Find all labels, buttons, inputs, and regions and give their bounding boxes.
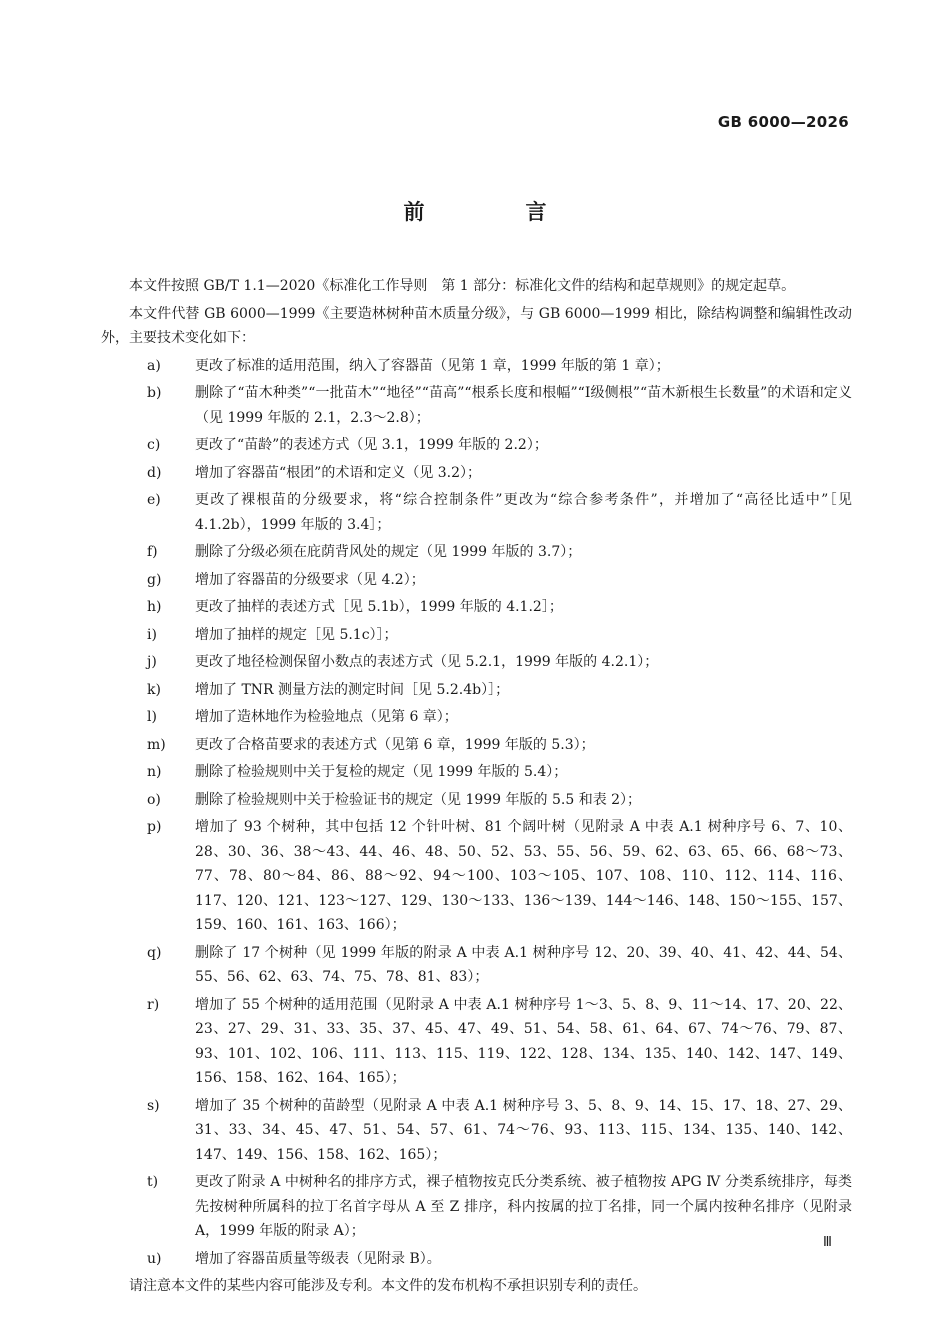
list-item-label: d)	[147, 464, 162, 481]
list-item-label: p)	[147, 819, 162, 835]
list-item	[101, 595, 852, 620]
list-item	[101, 815, 852, 938]
list-item	[101, 760, 852, 785]
list-item-label: j)	[147, 654, 157, 670]
list-item-text: 更改了抽样的表述方式［见 5.1b），1999 年版的 4.1.2］；	[195, 599, 563, 615]
patent-note: 请注意本文件的某些内容可能涉及专利。本文件的发布机构不承担识别专利的责任。	[129, 1278, 647, 1294]
standard-code: GB 6000—2026	[717, 113, 849, 131]
list-item-label: e)	[147, 492, 161, 508]
list-item-text: 删除了“苗木种类”“一批苗木”“地径”“苗高”“根系长度和根幅”“Ⅰ级侧根”“苗木新根生长数量”的术语和定义（见 1999 年版的 2.1，2.3～2.8）；	[195, 385, 852, 426]
list-item	[101, 733, 852, 758]
list-item-text: 增加了容器苗的分级要求（见 4.2）；	[195, 571, 425, 588]
list-item-label: f)	[147, 544, 158, 560]
list-item-label: g)	[147, 571, 162, 588]
list-item	[101, 941, 852, 990]
list-item-label: s)	[147, 1097, 160, 1114]
list-item-text: 更改了裸根苗的分级要求，将“综合控制条件”更改为“综合参考条件”，并增加了“高径比适中”［见 4.1.2b），1999 年版的 3.4］；	[195, 492, 852, 533]
list-item	[101, 788, 852, 813]
list-item-label: b)	[147, 385, 162, 401]
list-item	[101, 540, 852, 565]
list-item	[101, 461, 852, 486]
list-item-text: 更改了地径检测保留小数点的表述方式（见 5.2.1，1999 年版的 4.2.1）；	[195, 654, 659, 670]
list-item-text: 增加了抽样的规定［见 5.1c）］；	[195, 626, 398, 643]
change-list	[101, 354, 852, 1272]
list-item-text: 删除了检验规则中关于复检的规定（见 1999 年版的 5.4）；	[195, 764, 568, 780]
list-item	[101, 381, 852, 430]
list-item-label: l)	[147, 709, 157, 725]
list-item-label: c)	[147, 437, 161, 453]
list-item-label: i)	[147, 626, 157, 643]
list-item-label: o)	[147, 791, 161, 808]
intro-paragraph: 本文件按照 GB/T 1.1—2020《标准化工作导则 第 1 部分：标准化文件的结构和起草规则》的规定起草。	[129, 278, 796, 294]
list-item	[101, 1094, 852, 1168]
list-item	[101, 650, 852, 675]
list-item-label: m)	[147, 736, 166, 753]
list-item-text: 删除了检验规则中关于检验证书的规定（见 1999 年版的 5.5 和表 2）；	[195, 791, 642, 808]
list-item-text: 增加了 35 个树种的苗龄型（见附录 A 中表 A.1 树种序号 3、5、8、9、14、15、17、18、27、29、31、33、34、45、47、51、54、57、61、74～76、93、113、115、134、135、140、142、147、149、156、158、162、165）；	[195, 1097, 852, 1163]
page-number: Ⅲ	[823, 1235, 832, 1250]
page-title: 前 言	[403, 200, 587, 224]
list-item-text: 增加了 55 个树种的适用范围（见附录 A 中表 A.1 树种序号 1～3、5、8、9、11～14、17、20、22、23、27、29、31、33、35、37、45、47、49、51、54、58、61、64、67、74～76、79、87、93、101、102、106、111、113、115、119、122、128、134、135、140、142、147、149、156、158、162、164、165）；	[195, 996, 852, 1086]
list-item	[101, 488, 852, 537]
list-item	[101, 568, 852, 593]
list-item	[101, 354, 852, 379]
list-item-text: 更改了“苗龄”的表述方式（见 3.1，1999 年版的 2.2）；	[195, 437, 548, 453]
intro-paragraph: 本文件代替 GB 6000—1999《主要造林树种苗木质量分级》，与 GB 6000—1999 相比，除结构调整和编辑性改动外，主要技术变化如下：	[101, 305, 852, 346]
list-item-text: 更改了合格苗要求的表述方式（见第 6 章，1999 年版的 5.3）；	[195, 736, 595, 753]
list-item-label: a)	[147, 357, 161, 374]
list-item-label: q)	[147, 944, 162, 961]
list-item-text: 增加了造林地作为检验地点（见第 6 章）；	[195, 709, 458, 725]
list-item	[101, 678, 852, 703]
list-item-label: r)	[147, 996, 160, 1013]
list-item	[101, 623, 852, 648]
list-item-text: 删除了 17 个树种（见 1999 年版的附录 A 中表 A.1 树种序号 12、20、39、40、41、42、44、54、55、56、62、63、74、75、78、81、83）；	[195, 944, 852, 985]
list-item-text: 增加了 TNR 测量方法的测定时间［见 5.2.4b）］；	[195, 681, 510, 698]
list-item-label: t)	[147, 1174, 159, 1190]
list-item-text: 更改了附录 A 中树种名的排序方式，裸子植物按克氏分类系统、被子植物按 APG Ⅳ 分类系统排序，每类先按树种所属科的拉丁名首字母从 A 至 Z 排序，科内按属的拉丁名排，同一个属内按种名排序（见附录 A，1999 年版的附录 A）；	[195, 1174, 852, 1239]
list-item-label: n)	[147, 764, 162, 780]
list-item-label: h)	[147, 599, 162, 615]
list-item-text: 更改了标准的适用范围，纳入了容器苗（见第 1 章，1999 年版的第 1 章）；	[195, 357, 670, 374]
list-item	[101, 1170, 852, 1244]
list-item-text: 增加了容器苗质量等级表（见附录 B）。	[195, 1250, 441, 1267]
list-item	[101, 433, 852, 458]
list-item-label: u)	[147, 1250, 162, 1267]
list-item-text: 增加了 93 个树种，其中包括 12 个针叶树、81 个阔叶树（见附录 A 中表 A.1 树种序号 6、7、10、28、30、36、38～43、44、46、48、50、52、53、55、56、59、62、63、65、66、68～73、77、78、80～84、86、88～92、94～100、103～105、107、108、110、112、114、116、117、120、121、123～127、129、130～133、136～139、144～146、148、150～155、157、159、160、161、163、166）；	[195, 819, 852, 933]
list-item	[101, 705, 852, 730]
list-item-label: k)	[147, 681, 161, 698]
list-item	[101, 1247, 852, 1272]
list-item-text: 删除了分级必须在庇荫背风处的规定（见 1999 年版的 3.7）；	[195, 544, 582, 560]
list-item-text: 增加了容器苗“根团”的术语和定义（见 3.2）；	[195, 464, 482, 481]
list-item	[101, 993, 852, 1091]
document-body	[101, 274, 852, 1299]
